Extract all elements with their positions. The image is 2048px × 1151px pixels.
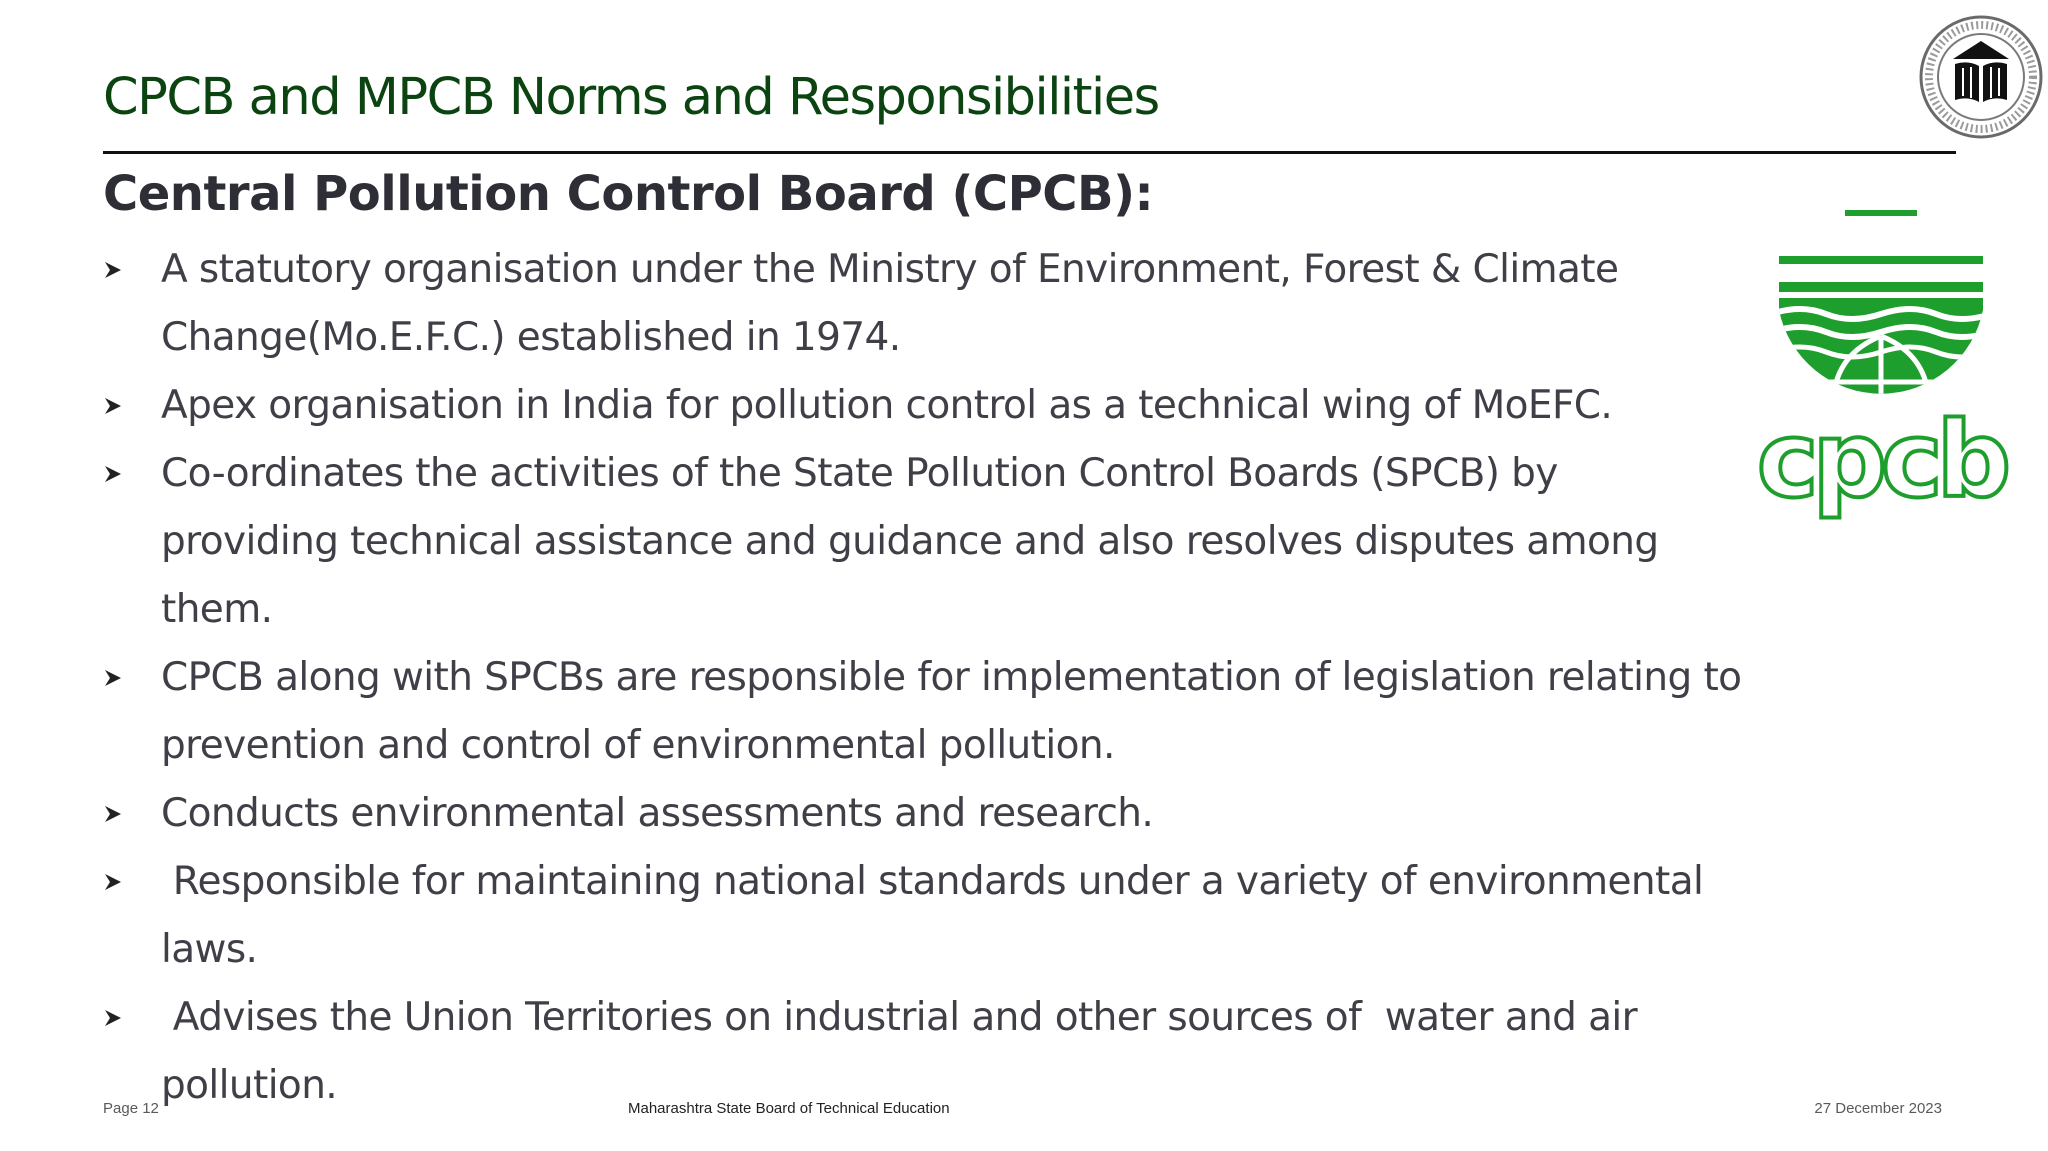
arrowhead-bullet-icon (103, 1008, 123, 1028)
list-item (103, 236, 1743, 372)
cpcb-logo (1756, 206, 2006, 521)
arrowhead-bullet-icon (103, 396, 123, 416)
title-divider (103, 151, 1956, 154)
page-number: Page 12 (103, 1100, 159, 1117)
arrowhead-bullet-icon (103, 260, 123, 280)
list-item (103, 372, 1743, 440)
cpcb-logo-wordmark: cpcb (1756, 399, 2006, 521)
list-item (103, 440, 1743, 644)
list-item (103, 644, 1743, 780)
msbte-seal-icon (1918, 14, 2044, 140)
slide-title: CPCB and MPCB Norms and Responsibilities (103, 68, 1159, 127)
arrowhead-bullet-icon (103, 668, 123, 688)
bullet-text: Advises the Union Territories on industrial and other sources of water and air pollution. (161, 995, 1638, 1108)
list-item (103, 780, 1743, 848)
arrowhead-bullet-icon (103, 464, 123, 484)
footer-organisation: Maharashtra State Board of Technical Education (628, 1100, 950, 1117)
bullet-text: Conducts environmental assessments and research. (161, 791, 1154, 836)
bullet-text: Apex organisation in India for pollution control as a technical wing of MoEFC. (161, 383, 1613, 428)
list-item (103, 848, 1743, 984)
footer-date: 27 December 2023 (1814, 1100, 1942, 1117)
bullet-text: CPCB along with SPCBs are responsible for implementation of legislation relating to prevention and control of environmental pollution. (161, 655, 1742, 768)
arrowhead-bullet-icon (103, 872, 123, 892)
bullet-text: Responsible for maintaining national standards under a variety of environmental laws. (161, 859, 1704, 972)
bullet-text: A statutory organisation under the Ministry of Environment, Forest & Climate Change(Mo.E.F.C.) established in 1974. (161, 247, 1619, 360)
bullet-text: Co-ordinates the activities of the State Pollution Control Boards (SPCB) by providing technical assistance and guidance and also resolves disputes among them. (161, 451, 1659, 632)
section-heading: Central Pollution Control Board (CPCB): (103, 166, 1154, 222)
bullet-list (103, 236, 1743, 1120)
arrowhead-bullet-icon (103, 804, 123, 824)
